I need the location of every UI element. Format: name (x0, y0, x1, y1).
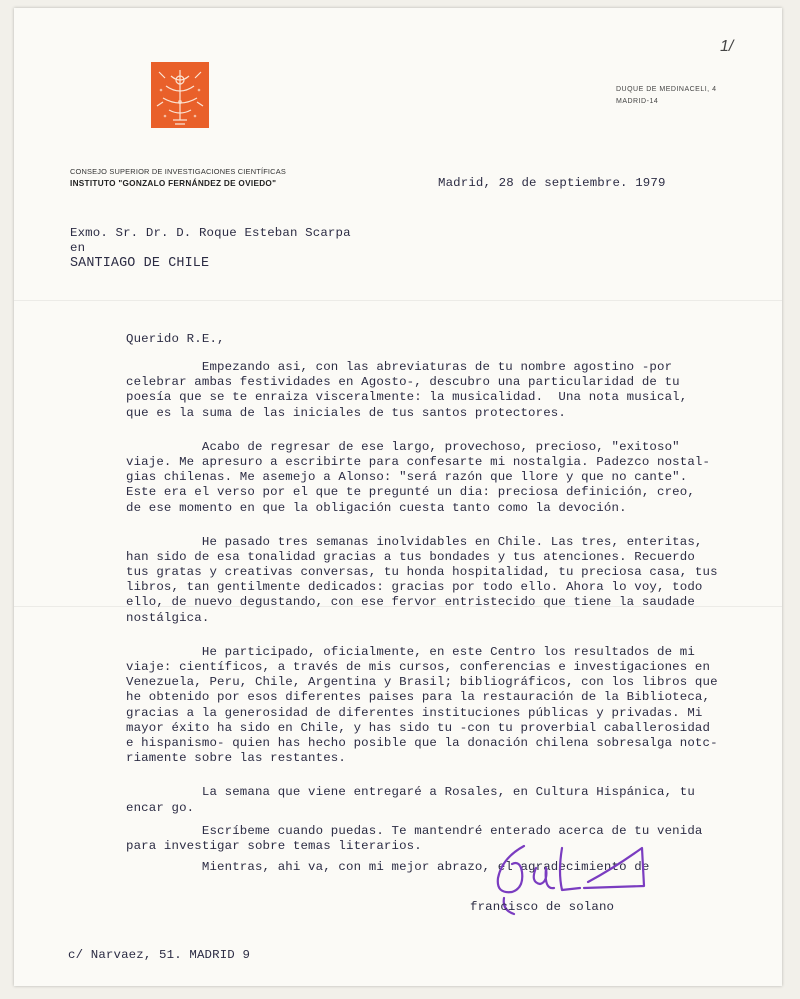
paragraph (126, 440, 776, 516)
fold-line (14, 300, 782, 301)
body-line: poesía que se te enraiza visceralmente: la musicalidad. Una nota musical, (126, 390, 688, 405)
body-line: Acabo de regresar de ese largo, provechoso, precioso, "exitoso" (126, 439, 680, 454)
letter-date: Madrid, 28 de septiembre. 1979 (438, 176, 666, 190)
letter-sheet (14, 8, 782, 986)
body-line: nostálgica. (126, 610, 210, 625)
body-line: viaje. Me apresuro a escribirte para confesarte mi nostalgia. Padezco nostal- (126, 454, 711, 469)
body-line: ello, de nuevo degustando, con ese fervor entristecido que tiene la saudade (126, 595, 695, 610)
paragraph (126, 360, 776, 421)
body-line: de ese momento en que la obligación cuesta tanto como la devoción. (126, 500, 627, 515)
letter-body (126, 360, 776, 875)
body-line: riamente sobre las restantes. (126, 751, 346, 766)
paragraph (126, 824, 776, 854)
body-line: Empezando asi, con las abreviaturas de tu nombre agostino -por (126, 360, 673, 374)
recipient-city: SANTIAGO DE CHILE (70, 256, 210, 271)
body-line: celebrar ambas festividades en Agosto-, descubro una particularidad de tu (126, 375, 680, 390)
logo-emblem-icon (151, 62, 209, 128)
footer-address: c/ Narvaez, 51. MADRID 9 (68, 948, 251, 962)
body-line: mayor éxito ha sido en Chile, y has sido tu -con tu proverbial caballerosidad (126, 720, 711, 735)
salutation: Querido R.E., (126, 332, 225, 346)
body-line: He participado, oficialmente, en este Centro los resultados de mi (126, 644, 695, 659)
body-line: La semana que viene entregaré a Rosales, en Cultura Hispánica, tu (126, 785, 695, 800)
paragraph (126, 535, 776, 626)
recipient-name: Exmo. Sr. Dr. D. Roque Esteban Scarpa (70, 226, 351, 240)
body-line: Este era el verso por el que te pregunté un dia: preciosa definición, creo, (126, 485, 695, 500)
body-line: gias chilenas. Me asemejo a Alonso: "será razón que llore y que no cante". (126, 470, 688, 485)
recipient-en: en (70, 241, 86, 255)
institute-name: INSTITUTO "GONZALO FERNÁNDEZ DE OVIEDO" (70, 179, 277, 188)
body-line: Mientras, ahi va, con mi mejor abrazo, el agradecimiento de (126, 860, 650, 875)
body-line: que es la suma de las iniciales de tus santos protectores. (126, 405, 566, 420)
paragraph (126, 860, 776, 875)
paragraph (126, 645, 776, 767)
paragraph (126, 785, 776, 815)
signer-name: francisco de solano (470, 900, 615, 914)
body-line: libros, tan gentilmente dedicados: gracias por todo ello. Ahora lo voy, todo (126, 580, 703, 595)
letterhead-address: DUQUE DE MEDINACELI, 4 (616, 86, 717, 93)
body-line: gracias a la generosidad de diferentes instituciones públicas y privadas. Mi (126, 705, 703, 720)
council-name: CONSEJO SUPERIOR DE INVESTIGACIONES CIENTÍFICAS (70, 167, 286, 176)
body-line: he obtenido por esos diferentes paises para la restauración de la Biblioteca, (126, 690, 711, 705)
body-line: Venezuela, Peru, Chile, Argentina y Brasil; bibliográficos, con los libros que (126, 675, 718, 690)
body-line: para investigar sobre temas literarios. (126, 838, 422, 853)
institute-logo (151, 62, 209, 128)
body-line: He pasado tres semanas inolvidables en Chile. Las tres, enteritas, (126, 534, 703, 549)
body-line: Escríbeme cuando puedas. Te mantendré enterado acerca de tu venida (126, 823, 703, 838)
body-line: encar go. (126, 800, 195, 815)
body-line: tus gratas y creativas conversas, tu honda hospitalidad, tu preciosa casa, tus (126, 565, 718, 580)
body-line: han sido de esa tonalidad gracias a tus bondades y tus atenciones. Recuerdo (126, 549, 695, 564)
body-line: e hispanismo- quien has hecho posible que la donación chilena sobresalga notc- (126, 735, 718, 750)
letterhead-city: MADRID-14 (616, 98, 659, 105)
body-line: viaje: científicos, a través de mis cursos, conferencias e investigaciones en (126, 660, 711, 674)
folio-mark: 1/ (720, 38, 734, 55)
